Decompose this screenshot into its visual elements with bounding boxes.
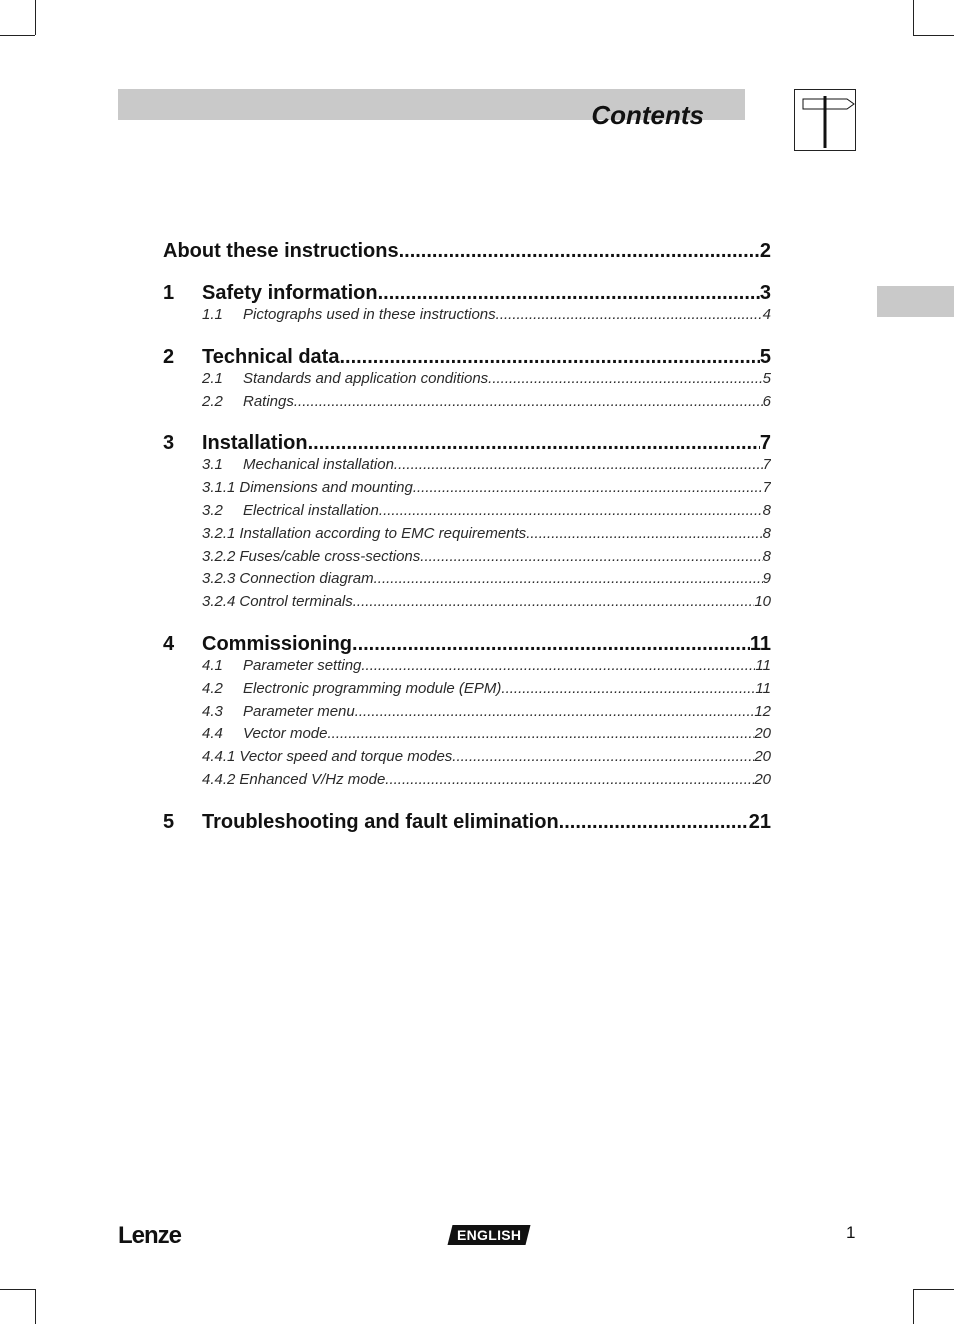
toc-page: 7 <box>759 432 771 455</box>
toc-number: 4.4 <box>202 725 223 743</box>
toc-number: 2.1 <box>202 369 223 387</box>
toc-subentry[interactable] <box>163 456 771 479</box>
toc-number: 2.2 <box>202 392 223 410</box>
toc-number: 4.2 <box>202 679 223 697</box>
toc-page: 21 <box>748 810 771 833</box>
toc-leader <box>413 479 763 496</box>
toc-subentry[interactable] <box>163 703 771 726</box>
signpost-icon <box>794 89 856 151</box>
language-label: ENGLISH <box>456 1227 522 1243</box>
toc-page: 12 <box>754 702 771 720</box>
toc-label: Connection diagram <box>239 570 374 588</box>
toc-entry-section-3[interactable] <box>163 432 771 456</box>
toc-page: 8 <box>762 547 771 565</box>
toc-page: 7 <box>762 479 771 497</box>
toc-label: Control terminals <box>239 593 353 611</box>
page-title: Contents <box>591 100 704 130</box>
toc-page: 11 <box>749 632 771 655</box>
toc-subentry[interactable] <box>163 725 771 748</box>
toc-page: 11 <box>755 679 771 697</box>
toc-number: 4 <box>163 632 175 655</box>
toc-label: Vector speed and torque modes <box>239 748 453 766</box>
toc-number: 2 <box>163 345 175 368</box>
toc-leader <box>496 306 763 323</box>
toc-entry-section-2[interactable] <box>163 346 771 370</box>
toc-leader <box>374 570 763 587</box>
toc-subentry[interactable] <box>163 570 771 593</box>
toc-number: 3.1.1 <box>202 479 236 497</box>
toc-page: 20 <box>754 748 771 766</box>
toc-label: Mechanical installation <box>243 456 394 474</box>
toc-page: 10 <box>754 593 771 611</box>
toc-entry-section-5[interactable] <box>163 811 771 835</box>
toc-page: 7 <box>762 456 771 474</box>
toc-number: 3.2.4 <box>202 593 236 611</box>
table-of-contents <box>163 240 771 835</box>
toc-label: Parameter menu <box>243 702 355 720</box>
toc-page: 8 <box>762 524 771 542</box>
language-badge <box>448 1225 531 1245</box>
toc-label: Troubleshooting and fault elimination <box>202 810 559 833</box>
toc-number: 4.1 <box>202 656 223 674</box>
crop-mark <box>35 0 36 35</box>
toc-entry-section-4[interactable] <box>163 633 771 657</box>
toc-subentry[interactable] <box>163 306 771 329</box>
toc-label: Commissioning <box>202 632 353 655</box>
toc-leader <box>526 525 762 542</box>
toc-label: Parameter setting <box>243 656 362 674</box>
toc-subentry[interactable] <box>163 393 771 416</box>
toc-subentry[interactable] <box>163 502 771 525</box>
brand-logo: Lenze <box>118 1222 182 1249</box>
toc-leader <box>352 633 750 656</box>
toc-number: 1.1 <box>202 306 223 323</box>
toc-label: Ratings <box>243 392 294 410</box>
toc-leader <box>355 703 755 720</box>
toc-page: 5 <box>759 345 771 368</box>
toc-label: Vector mode <box>243 725 328 743</box>
toc-page: 2 <box>759 240 771 262</box>
toc-number: 4.3 <box>202 702 223 720</box>
toc-leader <box>339 346 759 369</box>
toc-label: Installation <box>202 432 308 455</box>
toc-label: Safety information <box>202 282 378 304</box>
toc-leader <box>488 370 762 387</box>
toc-subentry[interactable] <box>163 479 771 502</box>
toc-label: Standards and application conditions <box>243 369 489 387</box>
toc-label: Installation according to EMC requirements <box>239 524 527 542</box>
toc-leader <box>501 680 755 697</box>
section-tab <box>877 286 954 317</box>
toc-leader <box>379 502 763 519</box>
toc-number: 3 <box>163 432 175 455</box>
toc-leader <box>294 393 763 410</box>
toc-label: Pictographs used in these instructions <box>243 306 496 323</box>
toc-page: 5 <box>762 369 771 387</box>
toc-page: 6 <box>762 392 771 410</box>
toc-number: 3.1 <box>202 456 223 474</box>
toc-page: 9 <box>762 570 771 588</box>
toc-subentry[interactable] <box>163 771 771 794</box>
toc-leader <box>399 240 760 263</box>
toc-label: Fuses/cable cross-sections <box>239 547 421 565</box>
toc-page: 4 <box>762 306 771 323</box>
toc-label: Enhanced V/Hz mode <box>239 770 386 788</box>
toc-page: 20 <box>754 770 771 788</box>
toc-number: 4.4.2 <box>202 770 236 788</box>
toc-label: Technical data <box>202 345 340 368</box>
toc-subentry[interactable] <box>163 748 771 771</box>
toc-leader <box>378 282 760 305</box>
toc-label: About these instructions <box>163 240 399 262</box>
toc-number: 3.2.2 <box>202 547 236 565</box>
toc-leader <box>420 548 762 565</box>
toc-number: 4.4.1 <box>202 748 236 766</box>
page-number: 1 <box>846 1223 856 1242</box>
crop-mark <box>913 1289 914 1324</box>
toc-number: 3.2 <box>202 501 223 519</box>
toc-number: 3.2.1 <box>202 524 236 542</box>
toc-number: 1 <box>163 282 175 304</box>
toc-leader <box>452 748 754 765</box>
crop-mark <box>913 0 914 35</box>
toc-subentry[interactable] <box>163 548 771 571</box>
crop-mark <box>913 1289 954 1290</box>
toc-entry-section-1[interactable] <box>163 282 771 306</box>
toc-leader <box>361 657 755 674</box>
crop-mark <box>913 35 954 36</box>
crop-mark <box>35 1289 36 1324</box>
crop-mark <box>0 1289 35 1290</box>
toc-entry-about[interactable] <box>163 240 771 264</box>
toc-subentry[interactable] <box>163 680 771 703</box>
toc-page: 20 <box>754 725 771 743</box>
toc-page: 11 <box>755 656 771 674</box>
toc-subentry[interactable] <box>163 593 771 616</box>
toc-label: Electronic programming module (EPM) <box>243 679 502 697</box>
toc-label: Dimensions and mounting <box>239 479 413 497</box>
toc-page: 3 <box>759 282 771 304</box>
toc-leader <box>385 771 754 788</box>
toc-subentry[interactable] <box>163 657 771 680</box>
toc-leader <box>328 725 755 742</box>
toc-label: Electrical installation <box>243 501 379 519</box>
toc-leader <box>559 811 749 834</box>
toc-page: 8 <box>762 501 771 519</box>
toc-leader <box>308 432 760 455</box>
crop-mark <box>0 35 35 36</box>
toc-leader <box>353 593 755 610</box>
toc-number: 5 <box>163 810 175 833</box>
toc-number: 3.2.3 <box>202 570 236 588</box>
toc-subentry[interactable] <box>163 525 771 548</box>
toc-leader <box>394 456 763 473</box>
toc-subentry[interactable] <box>163 370 771 393</box>
